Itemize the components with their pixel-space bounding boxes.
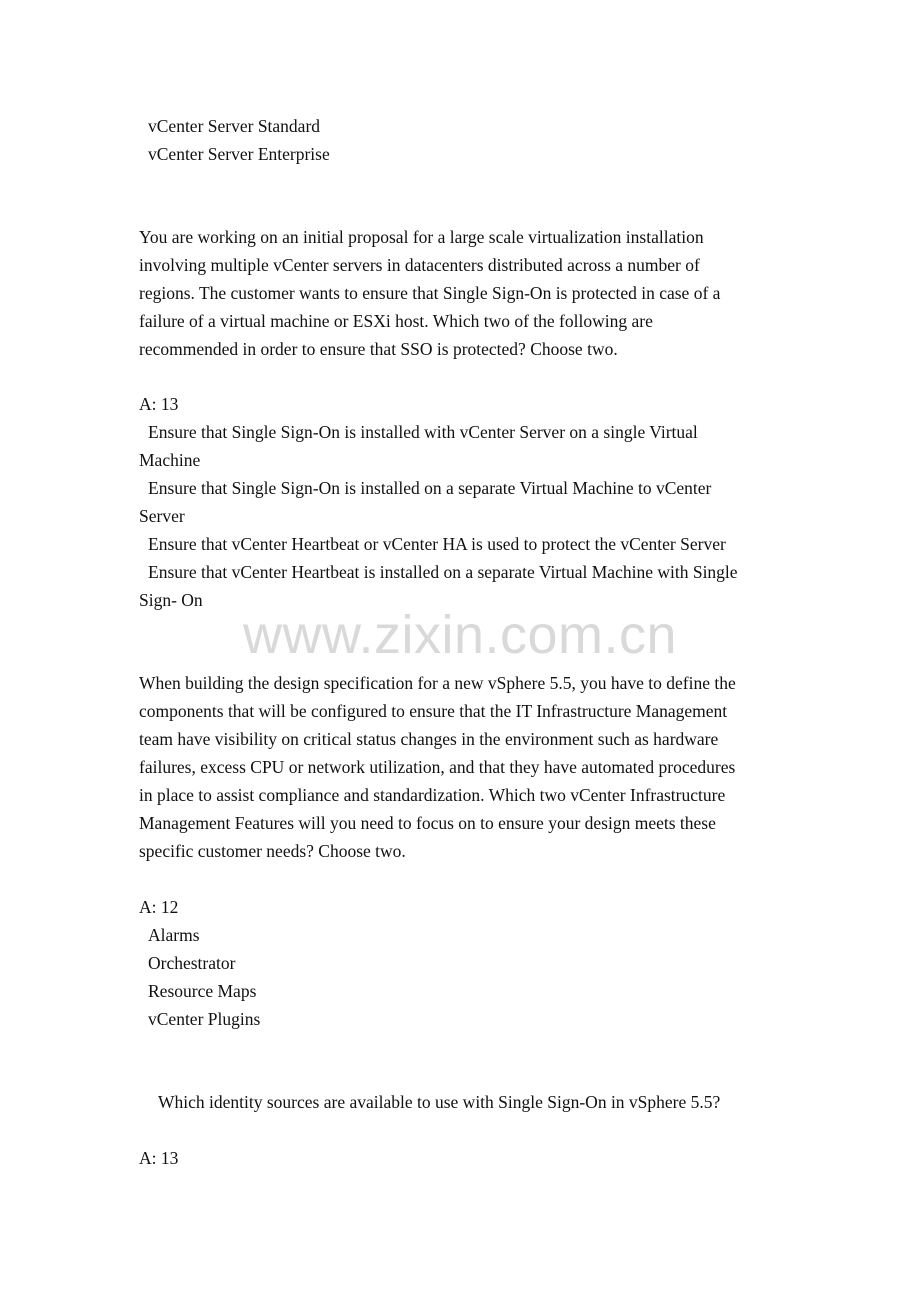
question-text-line: You are working on an initial proposal for a large scale virtualization installation: [139, 227, 704, 247]
option-line: Resource Maps: [148, 981, 257, 1001]
option-line-wrap: Server: [139, 506, 185, 526]
answer-label: A: 13: [139, 394, 179, 414]
question-text-line: failures, excess CPU or network utilization, and that they have automated procedures: [139, 757, 736, 777]
option-line-wrap: Machine: [139, 450, 201, 470]
answer-options-1: [139, 418, 789, 614]
watermark: www.zixin.com.cn: [242, 605, 678, 665]
question-text-line: involving multiple vCenter servers in datacenters distributed across a number of: [139, 255, 700, 275]
question-text-line: components that will be configured to ensure that the IT Infrastructure Management: [139, 701, 728, 721]
question-text-line: in place to assist compliance and standardization. Which two vCenter Infrastructure: [139, 785, 726, 805]
spacer: [139, 865, 789, 893]
question-text-line: Management Features will you need to focus on to ensure your design meets these: [139, 813, 716, 833]
answer-options-2: [139, 921, 789, 1033]
option-line: vCenter Server Enterprise: [148, 144, 330, 164]
question-text-line: When building the design specification for a new vSphere 5.5, you have to define the: [139, 673, 736, 693]
spacer: [139, 168, 789, 223]
option-line-wrap: Sign- On: [139, 590, 203, 610]
option-line: Ensure that Single Sign-On is installed on a separate Virtual Machine to vCenter: [148, 478, 712, 498]
question-text-line: regions. The customer wants to ensure that Single Sign-On is protected in case of a: [139, 283, 721, 303]
question-1: [139, 223, 789, 363]
spacer: [139, 1033, 789, 1088]
document-page: [139, 112, 789, 1172]
question-text-line: specific customer needs? Choose two.: [139, 841, 406, 861]
option-line: Orchestrator: [148, 953, 236, 973]
question-text-line: failure of a virtual machine or ESXi host. Which two of the following are: [139, 311, 653, 331]
spacer: [139, 614, 789, 669]
question-3-text: Which identity sources are available to use with Single Sign-On in vSphere 5.5?: [158, 1092, 721, 1112]
option-line: Ensure that vCenter Heartbeat is installed on a separate Virtual Machine with Single: [148, 562, 738, 582]
option-line: Ensure that Single Sign-On is installed with vCenter Server on a single Virtual: [148, 422, 698, 442]
option-line: vCenter Plugins: [148, 1009, 261, 1029]
answer-label: A: 13: [139, 1148, 179, 1168]
spacer: [139, 1116, 789, 1144]
option-line: Alarms: [148, 925, 200, 945]
question-text-line: recommended in order to ensure that SSO is protected? Choose two.: [139, 339, 618, 359]
question-text-line: team have visibility on critical status changes in the environment such as hardware: [139, 729, 719, 749]
option-line: Ensure that vCenter Heartbeat or vCenter HA is used to protect the vCenter Server: [148, 534, 726, 554]
question-2: [139, 669, 789, 865]
option-line: vCenter Server Standard: [148, 116, 321, 136]
answer-label: A: 12: [139, 897, 179, 917]
spacer: [139, 363, 789, 390]
